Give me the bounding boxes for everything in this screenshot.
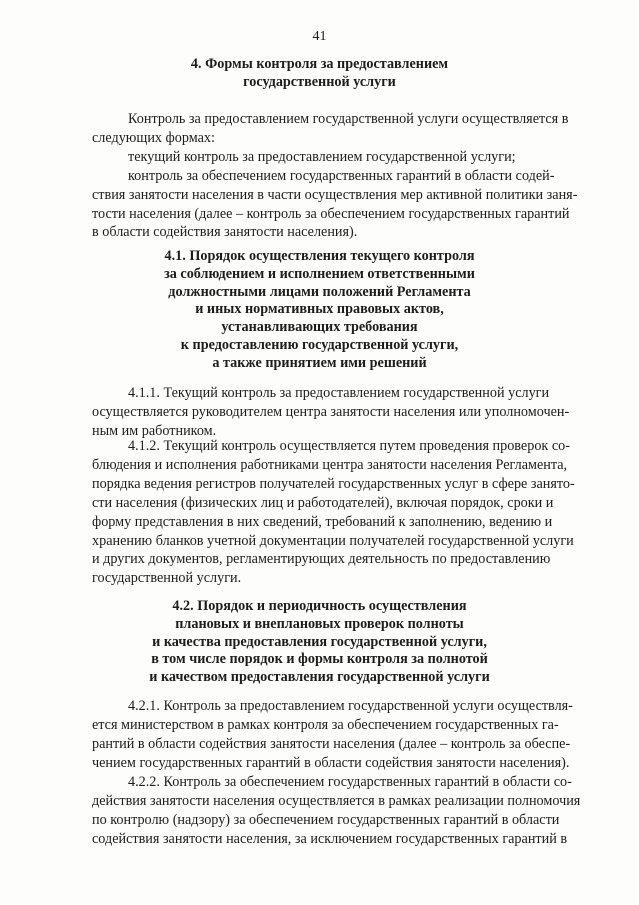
heading-line: и качеством предоставления государственной услуги [149, 669, 490, 686]
text-line: 4.1.2. Текущий контроль осуществляется путем проведения проверок со- [128, 438, 570, 454]
heading-line: в том числе порядок и формы контроля за полнотой [151, 651, 488, 668]
heading-line: а также принятием ими решений [212, 354, 427, 371]
heading-line: и качества предоставления государственной услуги, [152, 633, 487, 650]
section-4-2-heading [0, 598, 639, 687]
text-line: 4.2.2. Контроль за обеспечением государственных гарантий в области со- [128, 774, 572, 790]
text-line: ным им работником. [92, 422, 217, 439]
text-line: и других документов, регламентирующих деятельность по предоставлению [92, 551, 551, 568]
text-line: тости населения (далее – контроль за обеспечением государственных гарантий [92, 205, 570, 222]
text-line: хранению бланков учетной документации получателей государственной услуги [92, 532, 574, 549]
text-line: порядка ведения регистров получателей государственных услуг в сфере занято- [92, 475, 575, 492]
section-4-1-heading [0, 248, 639, 373]
heading-line: государственной услуги [243, 73, 396, 90]
heading-line: должностными лицами положений Регламента [168, 283, 471, 300]
heading-line: 4.1. Порядок осуществления текущего контроля [164, 248, 475, 264]
paragraph-4-2-1 [92, 697, 613, 773]
heading-line: 4.2. Порядок и периодичность осуществления [172, 598, 467, 614]
paragraph-4-1-1 [92, 384, 613, 441]
heading-line: за соблюдением и исполнением ответственными [164, 265, 475, 282]
text-line: чением государственных гарантий в области содействия занятости населения). [92, 754, 570, 771]
text-line: 4.1.1. Текущий контроль за предоставлением государственной услуги [128, 385, 550, 401]
text-line: сти населения (физических лиц и работодателей), включая порядок, сроки и [92, 494, 554, 511]
heading-line: и иных нормативных правовых актов, [195, 301, 444, 318]
text-line: ствия занятости населения в части осуществления мер активной политики заня- [92, 186, 578, 203]
page-number: 41 [312, 29, 327, 44]
heading-line: устанавливающих требования [221, 319, 418, 336]
text-line: рантий в области содействия занятости населения (далее – контроль за обеспе- [92, 735, 571, 752]
text-line: контроль за обеспечением государственных гарантий в области содей- [128, 167, 555, 184]
section-4-paragraph [92, 110, 613, 242]
text-line: действия занятости населения осуществляется в рамках реализации полномочия [92, 792, 581, 809]
heading-line: 4. Формы контроля за предоставлением [190, 56, 449, 72]
paragraph-4-2-2 [92, 773, 613, 849]
text-line: 4.2.1. Контроль за предоставлением государственной услуги осуществля- [128, 698, 573, 714]
text-line: осуществляется руководителем центра занятости населения или уполномочен- [92, 403, 570, 420]
text-line: форму представления в них сведений, требований к заполнению, ведению и [92, 513, 553, 530]
text-line: текущий контроль за предоставлением государственной услуги; [128, 148, 516, 165]
text-line: ется министерством в рамках контроля за обеспечением государственных га- [92, 716, 559, 733]
text-line: содействия занятости населения, за исключением государственных гарантий в [92, 830, 568, 847]
paragraph-4-1-2 [92, 437, 613, 588]
section-4-heading [0, 56, 639, 92]
text-line: государственной услуги. [92, 570, 242, 587]
text-line: в области содействия занятости населения). [92, 224, 358, 241]
heading-line: к предоставлению государственной услуги, [180, 336, 459, 353]
text-line: следующих формах: [92, 129, 215, 146]
text-line: по контролю (надзору) за обеспечением государственных гарантий в области [92, 811, 560, 828]
text-line: блюдения и исполнения работниками центра занятости населения Регламента, [92, 456, 568, 473]
text-line: Контроль за предоставлением государственной услуги осуществляется в [128, 111, 569, 127]
heading-line: плановых и внеплановых проверок полноты [175, 615, 464, 632]
